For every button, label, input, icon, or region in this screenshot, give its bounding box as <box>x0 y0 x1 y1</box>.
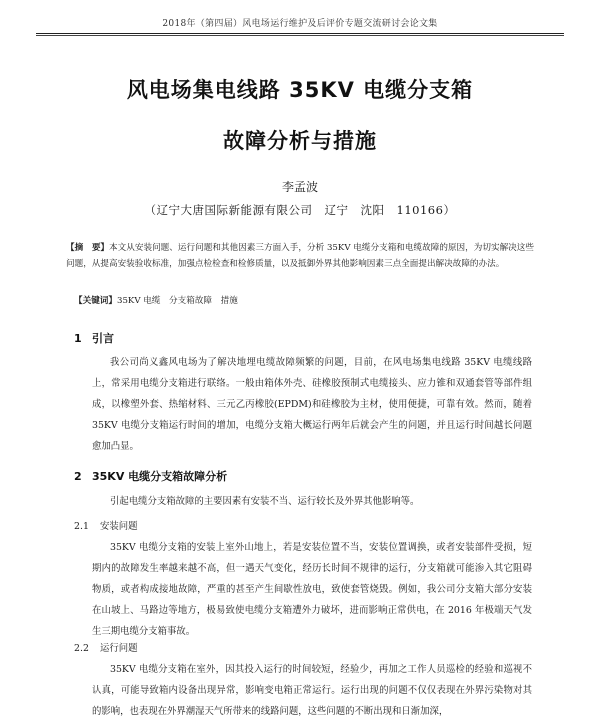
header-rule <box>36 33 564 34</box>
subsection-2-2-number: 2.2 <box>74 643 89 654</box>
keywords-label: 【关键词】 <box>74 296 117 306</box>
subsection-2-2-heading <box>74 640 138 654</box>
title-line-1: 风电场集电线路 35KV 电缆分支箱 <box>126 78 474 102</box>
section-1-heading <box>74 330 114 346</box>
section-1-title: 引言 <box>92 332 114 345</box>
section-1-number: 1 <box>74 332 82 345</box>
section-2-number: 2 <box>74 470 82 483</box>
section-2-intro: 引起电缆分支箱故障的主要因素有安装不当、运行较长及外界其他影响等。 <box>110 496 420 507</box>
keywords-text: 35KV 电缆 分支箱故障 措施 <box>116 296 238 306</box>
title-line-2: 故障分析与措施 <box>223 129 377 153</box>
abstract <box>66 240 534 272</box>
abstract-text: 本文从安装问题、运行问题和其他因素三方面入手，分析 35KV 电缆分支箱和电缆故障的原因，为切实解决这些问题，从提高安装验收标准，加强点检检查和检修质量，以及抵御外界其他影响因素三点全面提出解决故障的办法。 <box>66 243 534 269</box>
section-1-paragraph: 我公司尚义鑫风电场为了解决地埋电缆故障频繁的问题，目前，在风电场集电线路 35KV 电缆线路上，常采用电缆分支箱进行联络。一般由箱体外壳、硅橡胶预制式电缆接头、应力锥和双通套管等部件组成，以橡塑外套、热缩材料、三元乙丙橡胶(EPDM)和硅橡胶为主材，使用便捷，可靠有效。然而，随着 35KV 电缆分支箱运行时间的增加，电缆分支箱大概运行两年后就会产生的问题，并且运行时间越长问题愈加凸显。 <box>92 357 532 452</box>
keywords <box>74 294 238 306</box>
section-2-heading <box>74 468 227 484</box>
subsection-2-1-number: 2.1 <box>74 521 89 532</box>
affiliation: （辽宁大唐国际新能源有限公司 辽宁 沈阳 110166） <box>144 203 456 217</box>
header-rule-thin <box>36 35 564 36</box>
abstract-label: 【摘 要】 <box>66 243 110 253</box>
running-header: 2018年（第四届）风电场运行维护及后评价专题交流研讨会论文集 <box>162 19 438 29</box>
subsection-2-2-paragraph: 35KV 电缆分支箱在室外，因其投入运行的时间较短，经验少，再加之工作人员巡检的经验和巡视不认真，可能导致箱内设备出现异常，影响变电箱正常运行。运行出现的问题不仅仅表现在外界污染物对其的影响，也表现在外界潮湿天气所带来的线路问题，这些问题的不断出现和日渐加深， <box>92 664 532 717</box>
section-2-title: 35KV 电缆分支箱故障分析 <box>92 470 228 483</box>
subsection-2-2-title: 运行问题 <box>100 643 138 654</box>
author: 李孟波 <box>281 180 318 194</box>
subsection-2-1-paragraph: 35KV 电缆分支箱的安装上室外山地上，若是安装位置不当，安装位置调换，或者安装部件受损，短期内的故障发生率越来越不高，但一遇天气变化，经历长时间不规律的运行，分支箱就可能渗入其它阻碍物质，或者构成接地故障，严重的甚至产生间歇性放电，致使套管烧毁。例如，我公司分支箱大部分安装在山坡上、马路边等地方，极易致使电缆分支箱遭外力破坏，进而影响正常供电，在 2016 年极端天气发生三期电缆分支箱事故。 <box>92 542 532 637</box>
subsection-2-1-heading <box>74 518 138 532</box>
subsection-2-1-title: 安装问题 <box>100 521 138 532</box>
